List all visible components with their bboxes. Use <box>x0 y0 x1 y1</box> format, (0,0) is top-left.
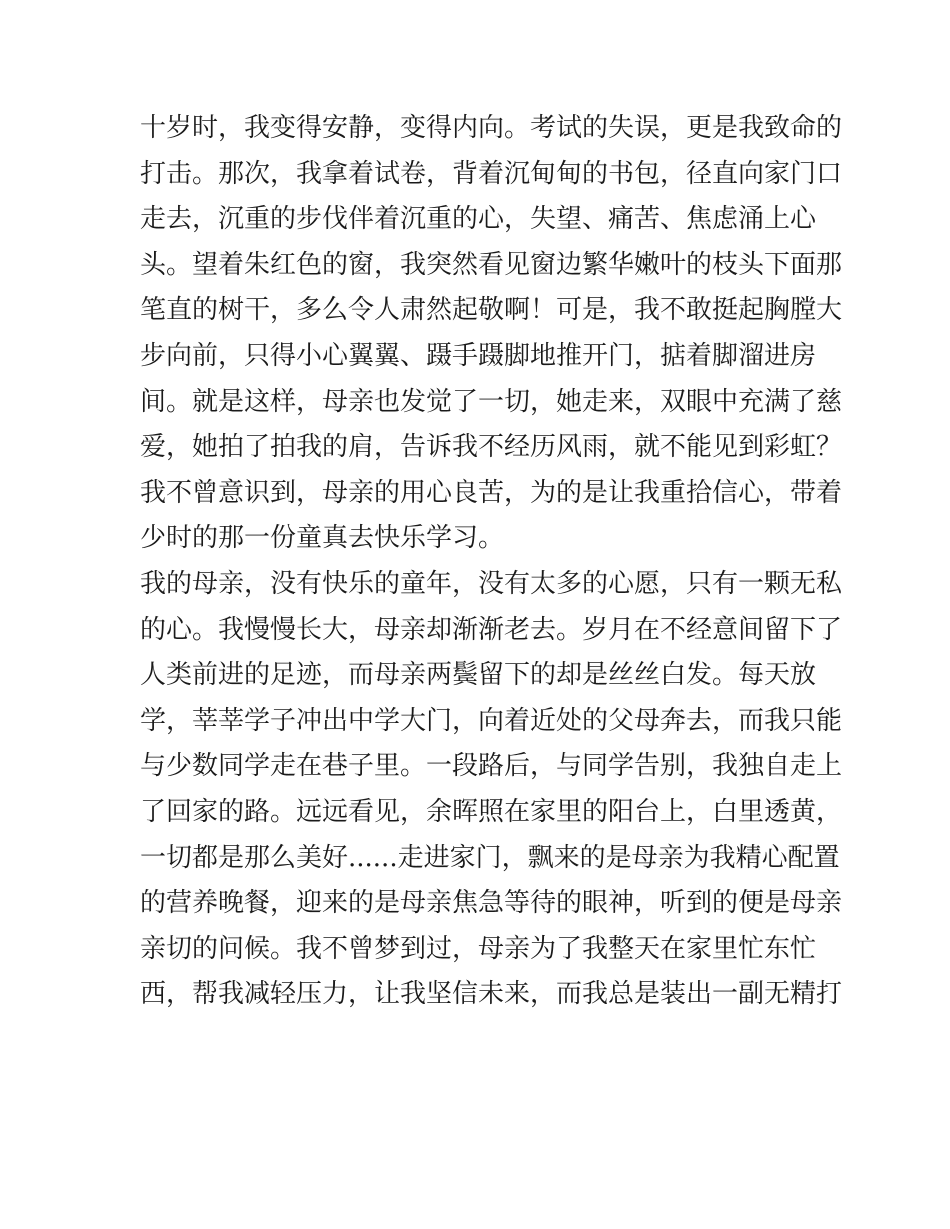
text-line: 亲切的问候。我不曾梦到过，母亲为了我整天在家里忙东忙 <box>140 933 817 964</box>
text-line: 西，帮我减轻压力，让我坚信未来，而我总是装出一副无精打 <box>140 979 843 1010</box>
text-line: 我的母亲，没有快乐的童年，没有太多的心愿，只有一颗无私 <box>140 568 843 599</box>
body-text <box>140 106 843 1018</box>
text-line: 爱，她拍了拍我的肩，告诉我不经历风雨，就不能见到彩虹？ <box>140 432 843 463</box>
text-line: 步向前，只得小心翼翼、蹑手蹑脚地推开门，掂着脚溜进房 <box>140 340 817 371</box>
text-line: 人类前进的足迹，而母亲两鬓留下的却是丝丝白发。每天放 <box>140 660 817 691</box>
text-line: 少时的那一份童真去快乐学习。 <box>140 523 505 554</box>
text-line: 了回家的路。远远看见，余晖照在家里的阳台上，白里透黄， <box>140 796 843 827</box>
text-line: 间。就是这样，母亲也发觉了一切，她走来，双眼中充满了慈 <box>140 386 843 417</box>
text-line: 打击。那次，我拿着试卷，背着沉甸甸的书包，径直向家门口 <box>140 158 843 189</box>
text-line: 一切都是那么美好......走进家门，飘来的是母亲为我精心配置 <box>140 842 840 873</box>
text-line: 的营养晚餐，迎来的是母亲焦急等待的眼神，听到的便是母亲 <box>140 888 843 919</box>
text-line: 学，莘莘学子冲出中学大门，向着近处的父母奔去，而我只能 <box>140 705 843 736</box>
text-line: 十岁时，我变得安静，变得内向。考试的失误，更是我致命的 <box>140 113 843 143</box>
text-line: 笔直的树干，多么令人肃然起敬啊！可是，我不敢挺起胸膛大 <box>140 295 843 326</box>
text-line: 的心。我慢慢长大，母亲却渐渐老去。岁月在不经意间留下了 <box>140 614 843 645</box>
text-line: 头。望着朱红色的窗，我突然看见窗边繁华嫩叶的枝头下面那 <box>140 249 843 280</box>
text-line: 走去，沉重的步伐伴着沉重的心，失望、痛苦、焦虑涌上心 <box>140 204 817 235</box>
text-line: 与少数同学走在巷子里。一段路后，与同学告别，我独自走上 <box>140 751 843 782</box>
text-line: 我不曾意识到，母亲的用心良苦，为的是让我重拾信心，带着 <box>140 477 843 508</box>
